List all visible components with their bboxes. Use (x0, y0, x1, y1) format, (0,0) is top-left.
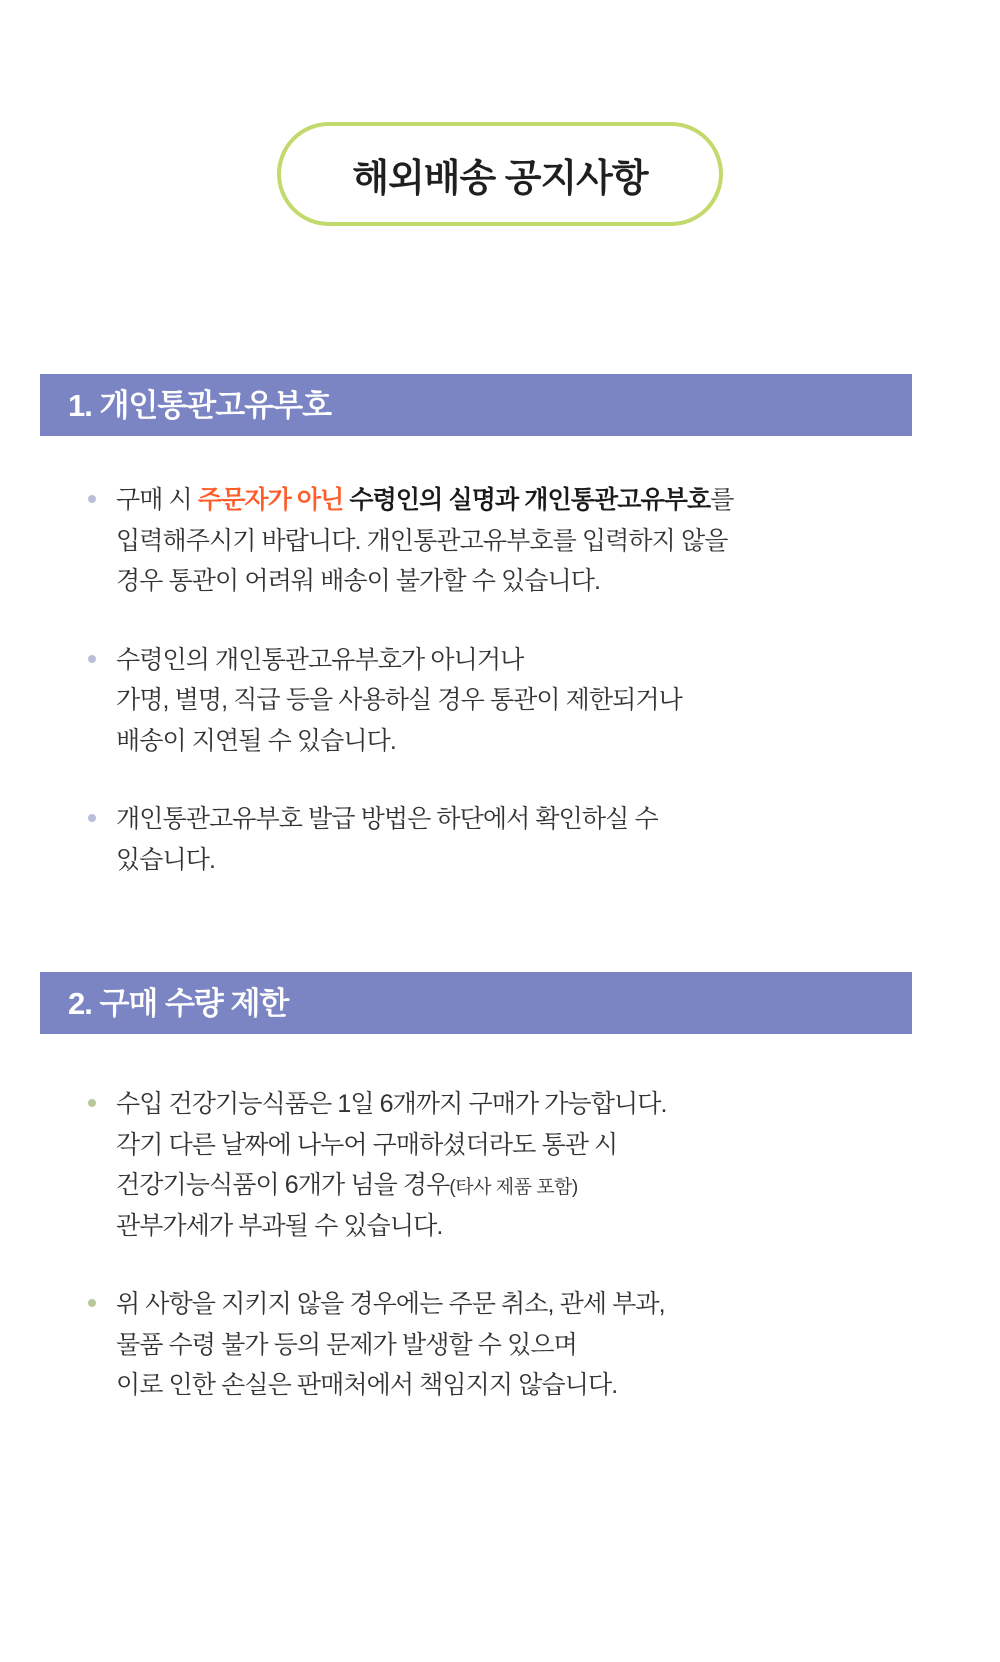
body-text: 경우 통관이 어려워 배송이 불가할 수 있습니다. (116, 567, 601, 595)
bullet-dot-icon (88, 495, 96, 503)
body-text: 입력해주시기 바랍니다. 개인통관고유부호를 입력하지 않을 (116, 526, 728, 555)
body-text: 개인통관고유부호 발급 방법은 하단에서 확인하실 수 (116, 805, 658, 833)
bullet-line (116, 1284, 930, 1325)
body-text: 각기 다른 날짜에 나누어 구매하셨더라도 통관 시 (116, 1130, 618, 1159)
bullet-line (116, 640, 930, 681)
body-text: 가명, 별명, 직급 등을 사용하실 경우 통관이 제한되거나 (116, 686, 682, 714)
list-item (84, 1284, 930, 1406)
bullet-dot-icon (88, 1099, 96, 1107)
list-item (84, 1084, 930, 1246)
section-1 (0, 374, 1000, 880)
bullet-line (116, 1165, 930, 1206)
bullet-dot-icon (88, 814, 96, 822)
bullet-line (116, 680, 930, 721)
bullet-line (116, 721, 930, 762)
page-title: 해외배송 공지사항 (352, 157, 648, 200)
bullet-list-2 (0, 1084, 1000, 1406)
bullet-line (116, 1125, 930, 1166)
section-header-2 (40, 972, 912, 1034)
bullet-line (116, 1206, 930, 1247)
list-item (84, 640, 930, 762)
body-text: 배송이 지연될 수 있습니다. (116, 726, 396, 755)
body-text: 물품 수령 불가 등의 문제가 발생할 수 있으며 (116, 1330, 577, 1359)
body-text: 건강기능식품이 6개가 넘을 경우 (116, 1171, 450, 1199)
body-text: 이로 인한 손실은 판매처에서 책임지지 않습니다. (116, 1371, 618, 1399)
emphasis-text: 주문자가 아닌 (197, 486, 344, 514)
bullet-line (116, 1325, 930, 1366)
bold-text: 수령인의 실명과 개인통관고유부호 (343, 486, 711, 514)
bullet-line (116, 799, 930, 840)
section-heading-2: 2. 구매 수량 제한 (68, 985, 289, 1021)
section-header-1 (40, 374, 912, 436)
bullet-line (116, 521, 930, 562)
bullet-dot-icon (88, 655, 96, 663)
body-text: 수령인의 개인통관고유부호가 아니거나 (116, 645, 524, 674)
body-text: 관부가세가 부과될 수 있습니다. (116, 1211, 443, 1240)
list-item (84, 480, 930, 602)
bullet-dot-icon (88, 1299, 96, 1307)
body-text: 있습니다. (116, 845, 216, 874)
bullet-line (116, 1365, 930, 1406)
body-text: 수입 건강기능식품은 1일 6개까지 구매가 가능합니다. (116, 1090, 667, 1118)
bullet-line (116, 561, 930, 602)
bullet-list-1 (0, 480, 1000, 880)
bullet-line (116, 1084, 930, 1125)
bullet-line (116, 480, 930, 521)
body-text: 를 (710, 486, 734, 514)
page-title-pill (277, 122, 723, 226)
body-text: 구매 시 (116, 486, 198, 514)
body-text: 위 사항을 지키지 않을 경우에는 주문 취소, 관세 부과, (116, 1290, 665, 1318)
note-text: (타사 제품 포함) (449, 1177, 578, 1198)
title-area (0, 0, 1000, 226)
section-heading-1: 1. 개인통관고유부호 (68, 387, 332, 423)
section-2 (0, 972, 1000, 1406)
bullet-line (116, 840, 930, 881)
list-item (84, 799, 930, 880)
